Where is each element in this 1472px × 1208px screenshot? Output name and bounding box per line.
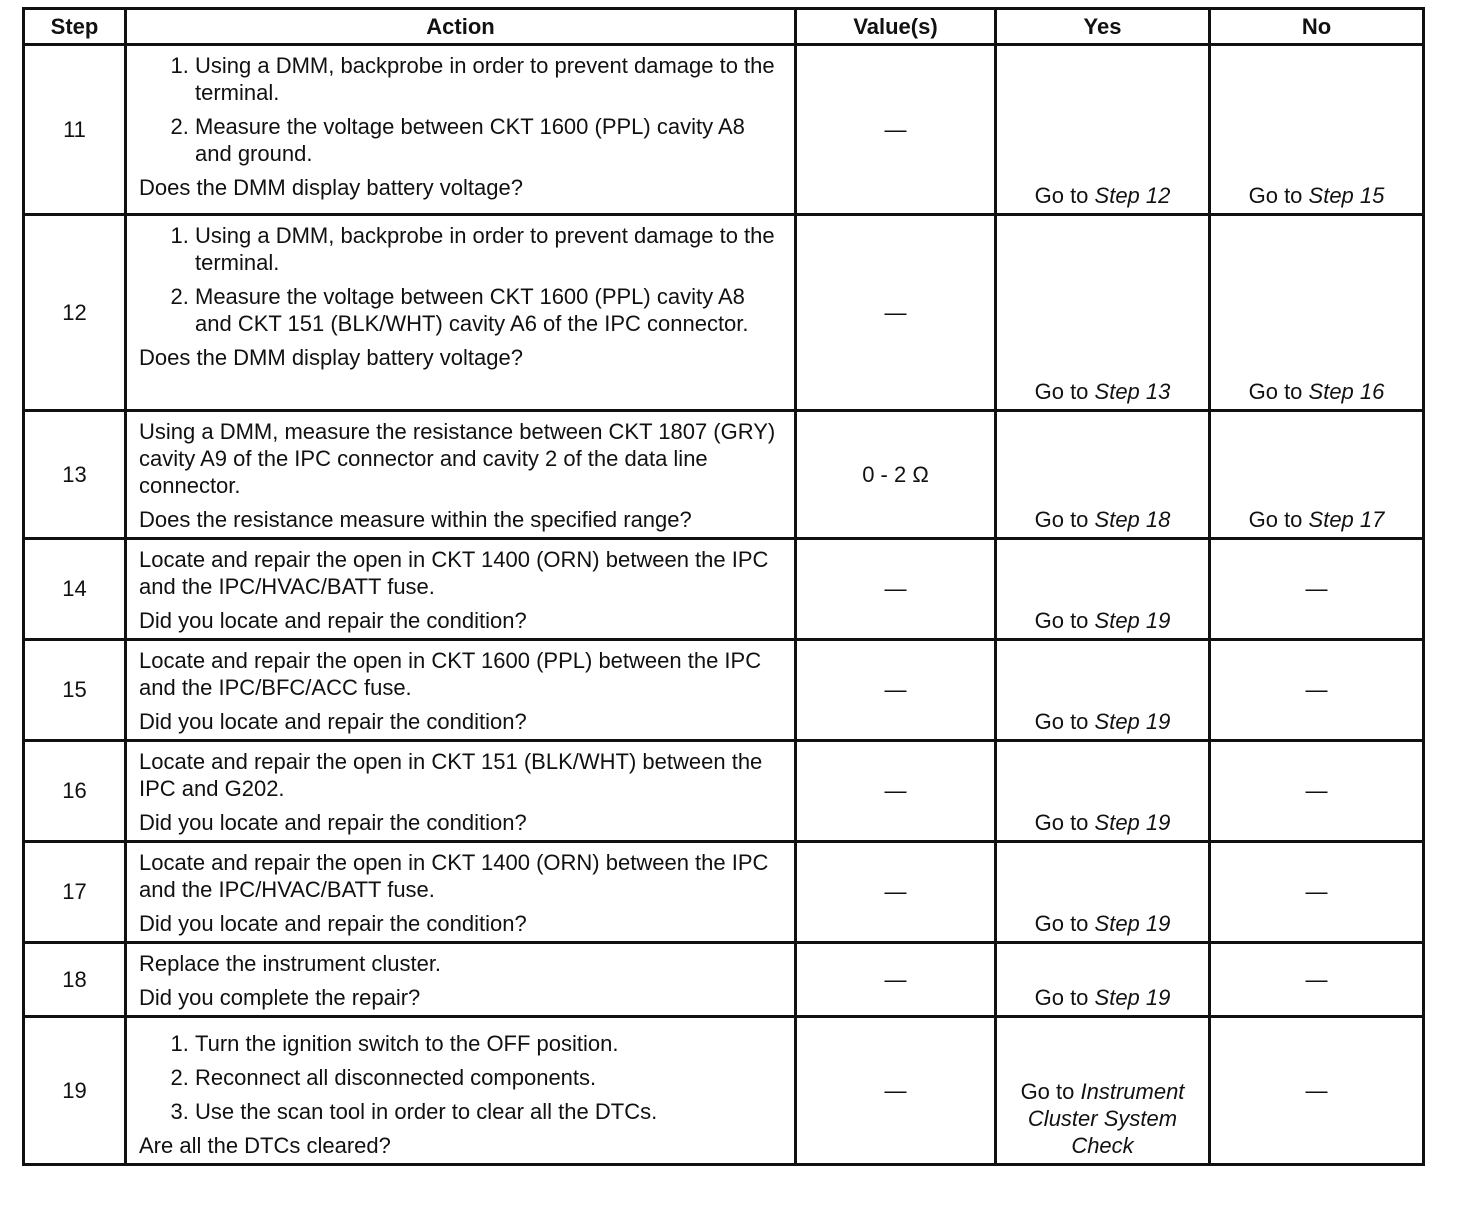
go-to-label: Go to [1248, 183, 1309, 208]
no-cell [1210, 215, 1424, 411]
action-cell [126, 1017, 796, 1165]
value-cell: — [796, 640, 996, 741]
step-number: 19 [24, 1017, 126, 1165]
action-steps-list [139, 1030, 784, 1125]
action-step-item: 2. Measure the voltage between CKT 1600 (PPL) cavity A8 and ground. [195, 113, 784, 167]
step-reference: Step 15 [1308, 183, 1385, 208]
action-question: Does the DMM display battery voltage? [139, 175, 523, 200]
action-text: Locate and repair the open in CKT 1400 (ORN) between the IPC and the IPC/HVAC/BATT fuse. [139, 850, 769, 902]
table-row-step-15 [24, 640, 1424, 741]
go-to-label: Go to [1034, 379, 1095, 404]
table-row-step-11 [24, 45, 1424, 215]
action-text: Locate and repair the open in CKT 1600 (PPL) between the IPC and the IPC/BFC/ACC fuse. [139, 648, 762, 700]
step-number: 15 [24, 640, 126, 741]
no-cell: — [1210, 640, 1424, 741]
value-cell: — [796, 215, 996, 411]
step-reference: Step 16 [1308, 379, 1385, 404]
yes-cell [996, 842, 1210, 943]
yes-cell [996, 411, 1210, 539]
step-reference: Step 19 [1094, 810, 1171, 835]
action-step-item: 2. Reconnect all disconnected components. [195, 1064, 784, 1091]
action-question: Did you locate and repair the condition? [139, 911, 527, 936]
action-step-item: 3. Use the scan tool in order to clear all the DTCs. [195, 1098, 784, 1125]
value-cell: — [796, 842, 996, 943]
step-number: 16 [24, 741, 126, 842]
action-step-item: 1. Using a DMM, backprobe in order to prevent damage to the terminal. [195, 52, 784, 106]
value-cell: — [796, 539, 996, 640]
step-reference: Step 19 [1094, 709, 1171, 734]
step-reference: Step 12 [1094, 183, 1171, 208]
step-number: 14 [24, 539, 126, 640]
yes-cell [996, 1017, 1210, 1165]
go-to-label: Go to [1248, 507, 1309, 532]
action-step-item: 1. Using a DMM, backprobe in order to prevent damage to the terminal. [195, 222, 784, 276]
table-row-step-18 [24, 943, 1424, 1017]
action-question: Did you complete the repair? [139, 985, 421, 1010]
go-to-label: Go to [1034, 709, 1095, 734]
action-question: Did you locate and repair the condition? [139, 709, 527, 734]
yes-cell [996, 215, 1210, 411]
step-reference: Step 18 [1094, 507, 1171, 532]
action-steps-list [139, 222, 784, 337]
action-text: Replace the instrument cluster. [139, 951, 442, 976]
header-no: No [1210, 9, 1424, 45]
no-cell [1210, 411, 1424, 539]
header-row [24, 9, 1424, 45]
action-cell [126, 842, 796, 943]
go-to-label: Go to [1034, 183, 1095, 208]
action-question: Did you locate and repair the condition? [139, 810, 527, 835]
go-to-label: Go to [1034, 911, 1095, 936]
action-text: Locate and repair the open in CKT 1400 (ORN) between the IPC and the IPC/HVAC/BATT fuse. [139, 547, 769, 599]
action-cell [126, 943, 796, 1017]
value-cell: — [796, 741, 996, 842]
step-number: 13 [24, 411, 126, 539]
value-cell: 0 - 2 Ω [796, 411, 996, 539]
step-number: 18 [24, 943, 126, 1017]
action-question: Does the resistance measure within the specified range? [139, 507, 692, 532]
step-number: 12 [24, 215, 126, 411]
action-cell [126, 539, 796, 640]
yes-cell [996, 539, 1210, 640]
step-number: 11 [24, 45, 126, 215]
action-cell [126, 741, 796, 842]
no-cell: — [1210, 539, 1424, 640]
step-number: 17 [24, 842, 126, 943]
action-steps-list [139, 52, 784, 167]
no-cell: — [1210, 842, 1424, 943]
step-reference: Step 17 [1308, 507, 1385, 532]
table-row-step-13 [24, 411, 1424, 539]
yes-cell [996, 943, 1210, 1017]
table-row-step-16 [24, 741, 1424, 842]
table-row-step-19 [24, 1017, 1424, 1165]
value-cell: — [796, 943, 996, 1017]
header-values: Value(s) [796, 9, 996, 45]
step-reference: Step 19 [1094, 608, 1171, 633]
go-to-label: Go to [1034, 507, 1095, 532]
go-to-label: Go to [1248, 379, 1309, 404]
action-question: Are all the DTCs cleared? [139, 1133, 391, 1158]
table-row-step-12 [24, 215, 1424, 411]
diagnostic-table-container [22, 7, 1422, 1166]
header-yes: Yes [996, 9, 1210, 45]
go-to-label: Go to [1034, 985, 1095, 1010]
header-action: Action [126, 9, 796, 45]
table-row-step-14 [24, 539, 1424, 640]
action-cell [126, 640, 796, 741]
yes-cell [996, 45, 1210, 215]
value-cell: — [796, 1017, 996, 1165]
step-reference: Step 13 [1094, 379, 1171, 404]
yes-cell [996, 640, 1210, 741]
diagnostic-table [22, 7, 1425, 1166]
action-text: Using a DMM, measure the resistance between CKT 1807 (GRY) cavity A9 of the IPC connector and cavity 2 of the data line connector. [139, 419, 776, 498]
action-cell [126, 411, 796, 539]
go-to-label: Go to [1034, 608, 1095, 633]
value-cell: — [796, 45, 996, 215]
no-cell: — [1210, 1017, 1424, 1165]
step-reference: Instrument Cluster System Check [1027, 1079, 1185, 1158]
action-cell [126, 215, 796, 411]
no-cell: — [1210, 741, 1424, 842]
step-reference: Step 19 [1094, 985, 1171, 1010]
action-text: Locate and repair the open in CKT 151 (BLK/WHT) between the IPC and G202. [139, 749, 763, 801]
no-cell: — [1210, 943, 1424, 1017]
step-reference: Step 19 [1094, 911, 1171, 936]
go-to-label: Go to [1020, 1079, 1081, 1104]
action-question: Did you locate and repair the condition? [139, 608, 527, 633]
go-to-label: Go to [1034, 810, 1095, 835]
action-step-item: 1. Turn the ignition switch to the OFF position. [195, 1030, 784, 1057]
action-step-item: 2. Measure the voltage between CKT 1600 (PPL) cavity A8 and CKT 151 (BLK/WHT) cavity A6 of the IPC connector. [195, 283, 784, 337]
header-step: Step [24, 9, 126, 45]
action-question: Does the DMM display battery voltage? [139, 345, 523, 370]
action-cell [126, 45, 796, 215]
no-cell [1210, 45, 1424, 215]
table-row-step-17 [24, 842, 1424, 943]
yes-cell [996, 741, 1210, 842]
